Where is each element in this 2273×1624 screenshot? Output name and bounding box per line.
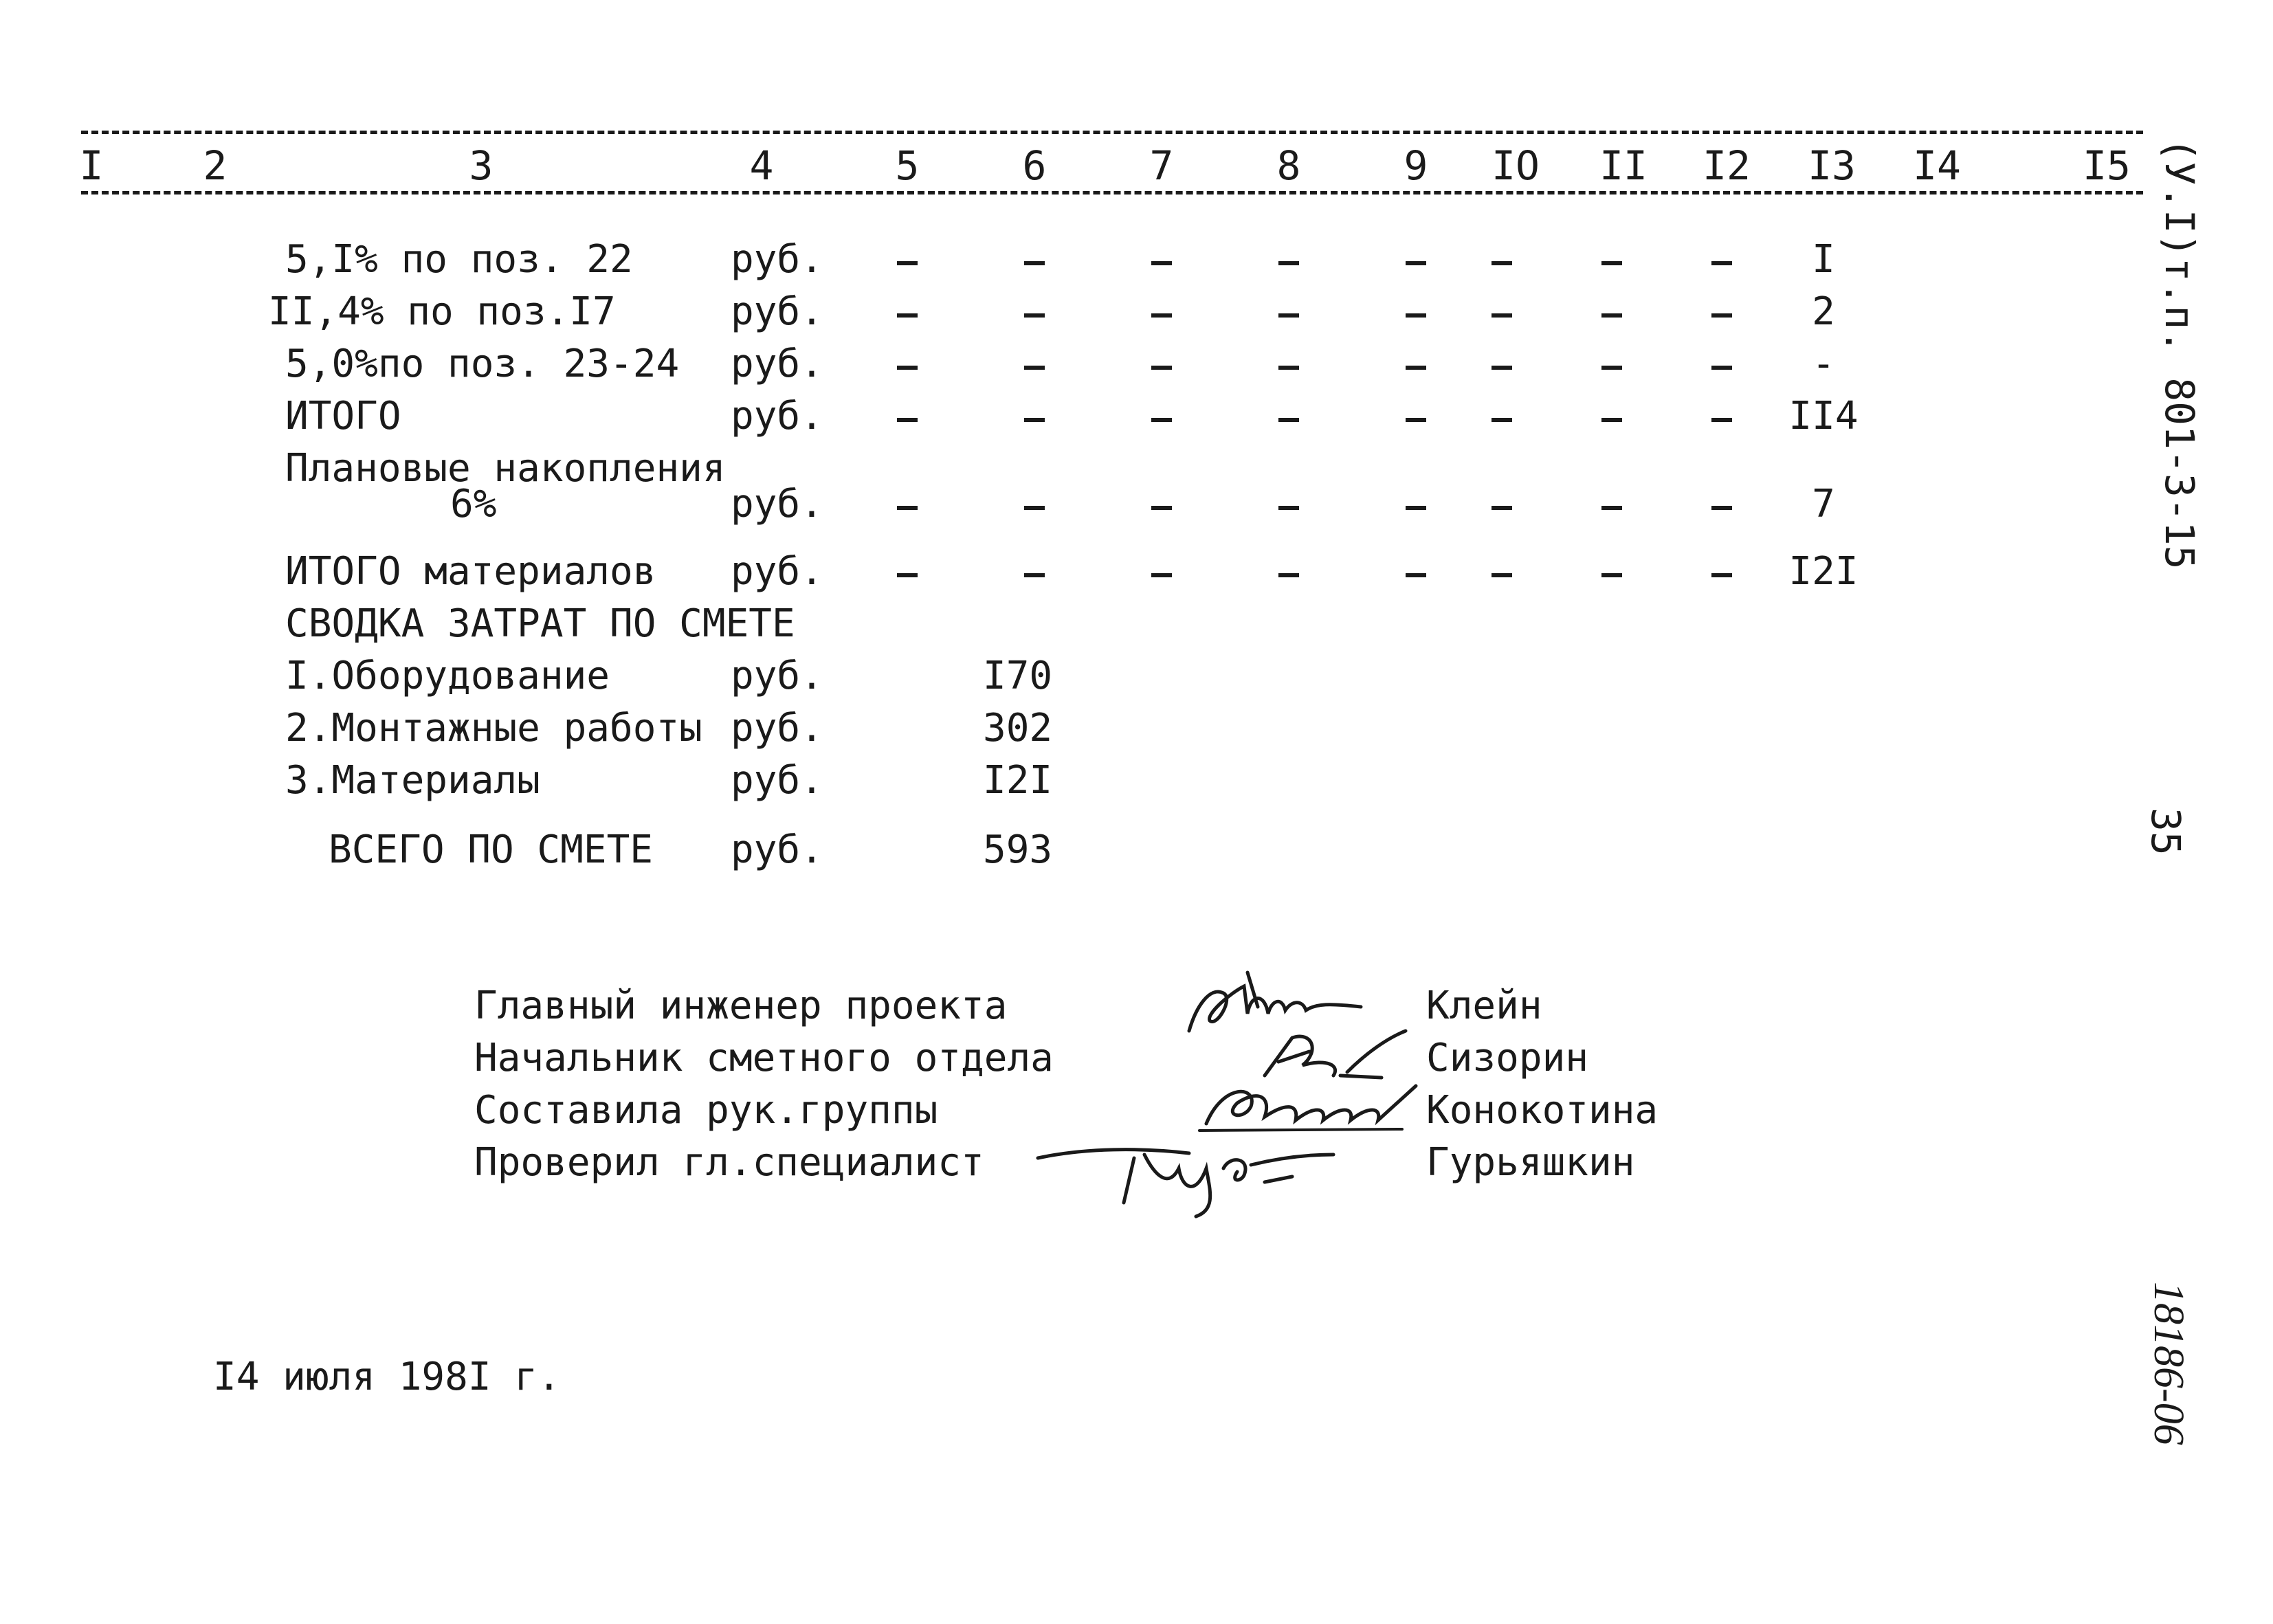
- row-label: 5,I% по поз. 22: [285, 237, 633, 282]
- empty-cell-dash: [1492, 261, 1512, 265]
- empty-cell-dash: [1492, 573, 1512, 577]
- column-number: 4: [749, 142, 774, 189]
- summary-label: 2.Монтажные работы: [285, 706, 702, 750]
- row-unit: руб.: [731, 394, 823, 438]
- empty-cell-dash: [1024, 261, 1045, 265]
- archive-number: 18186-06: [2145, 1282, 2192, 1445]
- column-number: I: [79, 142, 104, 189]
- row-unit: руб.: [731, 289, 823, 334]
- row-label: ИТОГО материалов: [285, 549, 656, 594]
- signatory-title: Составила рук.группы: [474, 1088, 938, 1133]
- row-unit: руб.: [731, 482, 823, 526]
- empty-cell-dash: [1711, 418, 1732, 422]
- empty-cell-dash: [1711, 506, 1732, 510]
- empty-cell-dash: [897, 506, 918, 510]
- column-number: 2: [203, 142, 228, 189]
- empty-cell-dash: [1711, 261, 1732, 265]
- empty-cell-dash: [897, 366, 918, 370]
- empty-cell-dash: [1151, 366, 1172, 370]
- summary-total-value: 593: [983, 827, 1053, 872]
- empty-cell-dash: [1601, 506, 1622, 510]
- row-unit: руб.: [731, 549, 823, 594]
- empty-cell-dash: [1601, 418, 1622, 422]
- column-number: 5: [895, 142, 920, 189]
- empty-cell-dash: [1024, 506, 1045, 510]
- empty-cell-dash: [1601, 366, 1622, 370]
- header-top-rule: [81, 131, 2143, 134]
- empty-cell-dash: [1711, 313, 1732, 318]
- empty-cell-dash: [1492, 366, 1512, 370]
- empty-cell-dash: [1024, 313, 1045, 318]
- signatory-title: Главный инженер проекта: [474, 983, 1008, 1028]
- column-number: II: [1599, 142, 1648, 189]
- empty-cell-dash: [897, 418, 918, 422]
- empty-cell-dash: [1492, 313, 1512, 318]
- empty-cell-dash: [1024, 366, 1045, 370]
- empty-cell-dash: [1406, 418, 1426, 422]
- empty-cell-dash: [1406, 573, 1426, 577]
- summary-label: 3.Материалы: [285, 758, 540, 803]
- empty-cell-dash: [897, 261, 918, 265]
- empty-cell-dash: [1151, 313, 1172, 318]
- empty-cell-dash: [1406, 313, 1426, 318]
- empty-cell-dash: [1278, 506, 1299, 510]
- empty-cell-dash: [1711, 366, 1732, 370]
- summary-total-unit: руб.: [731, 827, 823, 872]
- empty-cell-dash: [1601, 573, 1622, 577]
- row-value-col13: I2I: [1788, 549, 1859, 594]
- signatory-name: Сизорин: [1426, 1036, 1589, 1080]
- header-bottom-rule: [81, 191, 2143, 194]
- signatory-title: Проверил гл.специалист: [474, 1140, 984, 1185]
- empty-cell-dash: [1278, 573, 1299, 577]
- empty-cell-dash: [1406, 261, 1426, 265]
- signature-guryashkin: [1031, 1127, 1361, 1223]
- column-number: 6: [1022, 142, 1047, 189]
- empty-cell-dash: [1601, 313, 1622, 318]
- empty-cell-dash: [1151, 506, 1172, 510]
- column-number: 9: [1404, 142, 1428, 189]
- summary-unit: руб.: [731, 654, 823, 698]
- column-number: I2: [1703, 142, 1751, 189]
- summary-label: I.Оборудование: [285, 654, 610, 698]
- empty-cell-dash: [1151, 573, 1172, 577]
- summary-value: I70: [983, 654, 1053, 698]
- empty-cell-dash: [1406, 366, 1426, 370]
- row-value-col13: 2: [1812, 289, 1835, 334]
- empty-cell-dash: [1601, 261, 1622, 265]
- page-number: 35: [2142, 808, 2189, 856]
- row-value-col13: I: [1812, 237, 1835, 282]
- empty-cell-dash: [1278, 366, 1299, 370]
- column-number: 8: [1276, 142, 1301, 189]
- row-label: II,4% по поз.I7: [268, 289, 616, 334]
- row-label-line2: 6%: [450, 482, 497, 526]
- row-label: 5,0%по поз. 23-24: [285, 342, 680, 386]
- column-number: I4: [1913, 142, 1961, 189]
- column-number: I5: [2083, 142, 2131, 189]
- summary-unit: руб.: [731, 758, 823, 803]
- row-label: ИТОГО: [285, 394, 401, 438]
- empty-cell-dash: [1278, 313, 1299, 318]
- column-number: I3: [1808, 142, 1856, 189]
- empty-cell-dash: [1278, 261, 1299, 265]
- document-date: I4 июля 198I г.: [213, 1355, 561, 1399]
- empty-cell-dash: [1278, 418, 1299, 422]
- column-number: IO: [1492, 142, 1540, 189]
- empty-cell-dash: [897, 573, 918, 577]
- document-code: (У.I)т.п. 801-3-15: [2156, 137, 2203, 570]
- summary-value: I2I: [983, 758, 1053, 803]
- column-number: 3: [469, 142, 494, 189]
- empty-cell-dash: [1492, 418, 1512, 422]
- row-unit: руб.: [731, 237, 823, 282]
- column-number: 7: [1149, 142, 1174, 189]
- signatory-name: Конокотина: [1426, 1088, 1659, 1133]
- summary-total-label: ВСЕГО ПО СМЕТЕ: [329, 827, 654, 872]
- empty-cell-dash: [1024, 418, 1045, 422]
- row-value-col13: -: [1812, 342, 1835, 386]
- signatory-name: Клейн: [1426, 983, 1542, 1028]
- empty-cell-dash: [1711, 573, 1732, 577]
- summary-heading: СВОДКА ЗАТРАТ ПО СМЕТЕ: [285, 601, 795, 646]
- row-value-col13: II4: [1788, 394, 1859, 438]
- row-unit: руб.: [731, 342, 823, 386]
- row-value-col13: 7: [1812, 482, 1835, 526]
- empty-cell-dash: [1024, 573, 1045, 577]
- empty-cell-dash: [1492, 506, 1512, 510]
- empty-cell-dash: [1151, 261, 1172, 265]
- summary-unit: руб.: [731, 706, 823, 750]
- empty-cell-dash: [897, 313, 918, 318]
- empty-cell-dash: [1151, 418, 1172, 422]
- signatory-title: Начальник сметного отдела: [474, 1036, 1054, 1080]
- row-label: Плановые накопления: [285, 446, 726, 491]
- summary-value: 302: [983, 706, 1053, 750]
- empty-cell-dash: [1406, 506, 1426, 510]
- signatory-name: Гурьяшкин: [1426, 1140, 1635, 1185]
